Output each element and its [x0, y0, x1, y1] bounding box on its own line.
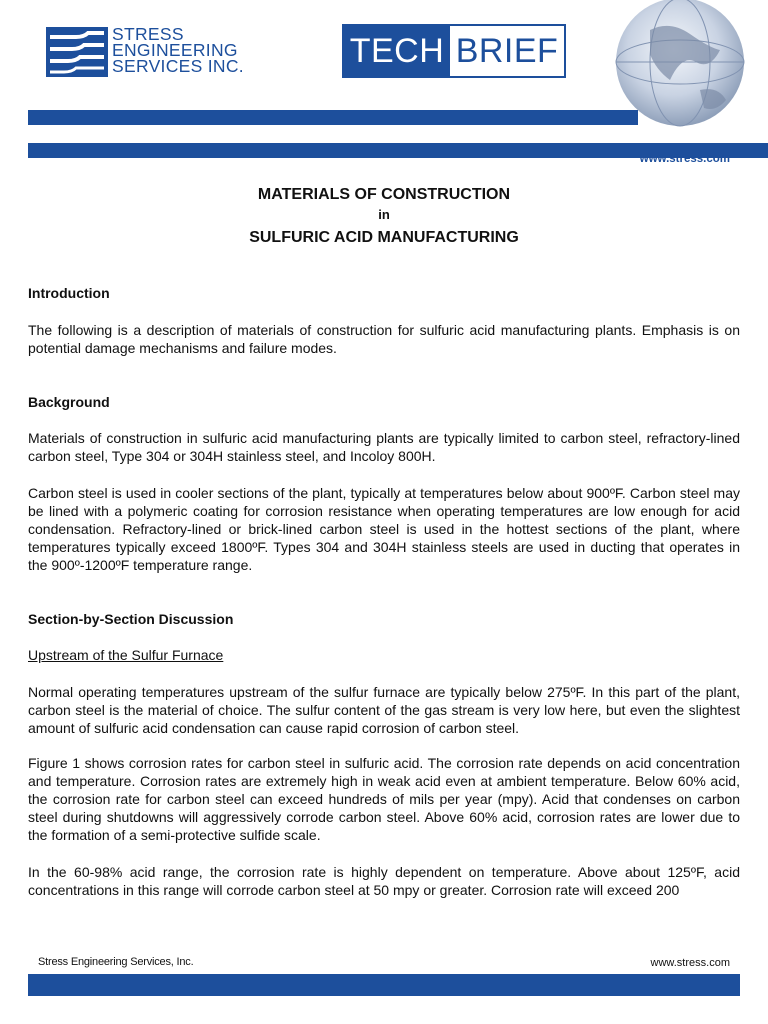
footer-company: Stress Engineering Services, Inc.: [38, 956, 194, 968]
background-paragraph-1: Materials of construction in sulfuric acid manufacturing plants are typically limited to carbon steel, refractory-lined carbon steel, Type 304 or 304H stainless steel, and Incoloy 800H.: [28, 430, 740, 464]
company-line: ENGINEERING: [112, 40, 238, 60]
upstream-paragraph-3: In the 60-98% acid range, the corrosion rate is highly dependent on temperature. Above about 125ºF, acid concentrations in this range will corrode carbon steel at 50 mpy or greater. Corrosion rate will exceed 200: [28, 864, 740, 898]
company-name: [112, 26, 244, 74]
document-title-line1: MATERIALS OF CONSTRUCTION: [257, 186, 511, 203]
header-band-top: [28, 110, 638, 125]
introduction-heading: Introduction: [28, 285, 110, 301]
tech-brief-banner: [342, 24, 566, 78]
company-logo-icon: [46, 27, 108, 77]
tech-label: TECH: [344, 26, 450, 76]
upstream-paragraph-1: Normal operating temperatures upstream of the sulfur furnace are typically below 275ºF. In this part of the plant, carbon steel is the material of choice. The sulfur content of the gas stream is very low here, but even the slightest amount of sulfuric acid condensation can cause rapid corrosion of carbon steel.: [28, 684, 740, 736]
background-paragraph-2: Carbon steel is used in cooler sections of the plant, typically at temperatures below about 900ºF. Carbon steel may be lined with a polymeric coating for corrosion resistance when operating temperatures are low enough for acid condensation. Refractory-lined or brick-lined carbon steel is used in the hottest sections of the plant, where temperatures typically exceed 1800ºF. Types 304 and 304H stainless steels are used in ducting that operates in the 900º-1200ºF temperature range.: [28, 485, 740, 573]
header-url-link[interactable]: www.stress.com: [639, 153, 730, 165]
document-title-line2: in: [378, 207, 390, 222]
company-line: SERVICES INC.: [112, 56, 244, 76]
company-line: STRESS: [112, 24, 184, 44]
upstream-paragraph-2: Figure 1 shows corrosion rates for carbon steel in sulfuric acid. The corrosion rate depends on acid concentration and temperature. Corrosion rates are extremely high in weak acid even at ambient temperature. Below 60% acid, the corrosion rate for carbon steel can exceed hundreds of mils per year (mpy). Acid that condenses on carbon steel during shutdowns will aggressively corrode carbon steel. Above 60% acid, corrosion rates are lower due to the formation of a semi-protective sulfide scale.: [28, 755, 740, 843]
background-heading: Background: [28, 394, 110, 410]
introduction-paragraph: The following is a description of materials of construction for sulfuric acid manufacturing plants. Emphasis is on potential damage mechanisms and failure modes.: [28, 322, 740, 356]
upstream-heading: Upstream of the Sulfur Furnace: [28, 647, 224, 663]
discussion-heading: Section-by-Section Discussion: [28, 611, 234, 627]
brief-label: BRIEF: [450, 26, 564, 76]
footer-band: [28, 974, 740, 996]
document-title-line3: SULFURIC ACID MANUFACTURING: [249, 229, 519, 246]
footer-url-link[interactable]: www.stress.com: [650, 957, 730, 969]
